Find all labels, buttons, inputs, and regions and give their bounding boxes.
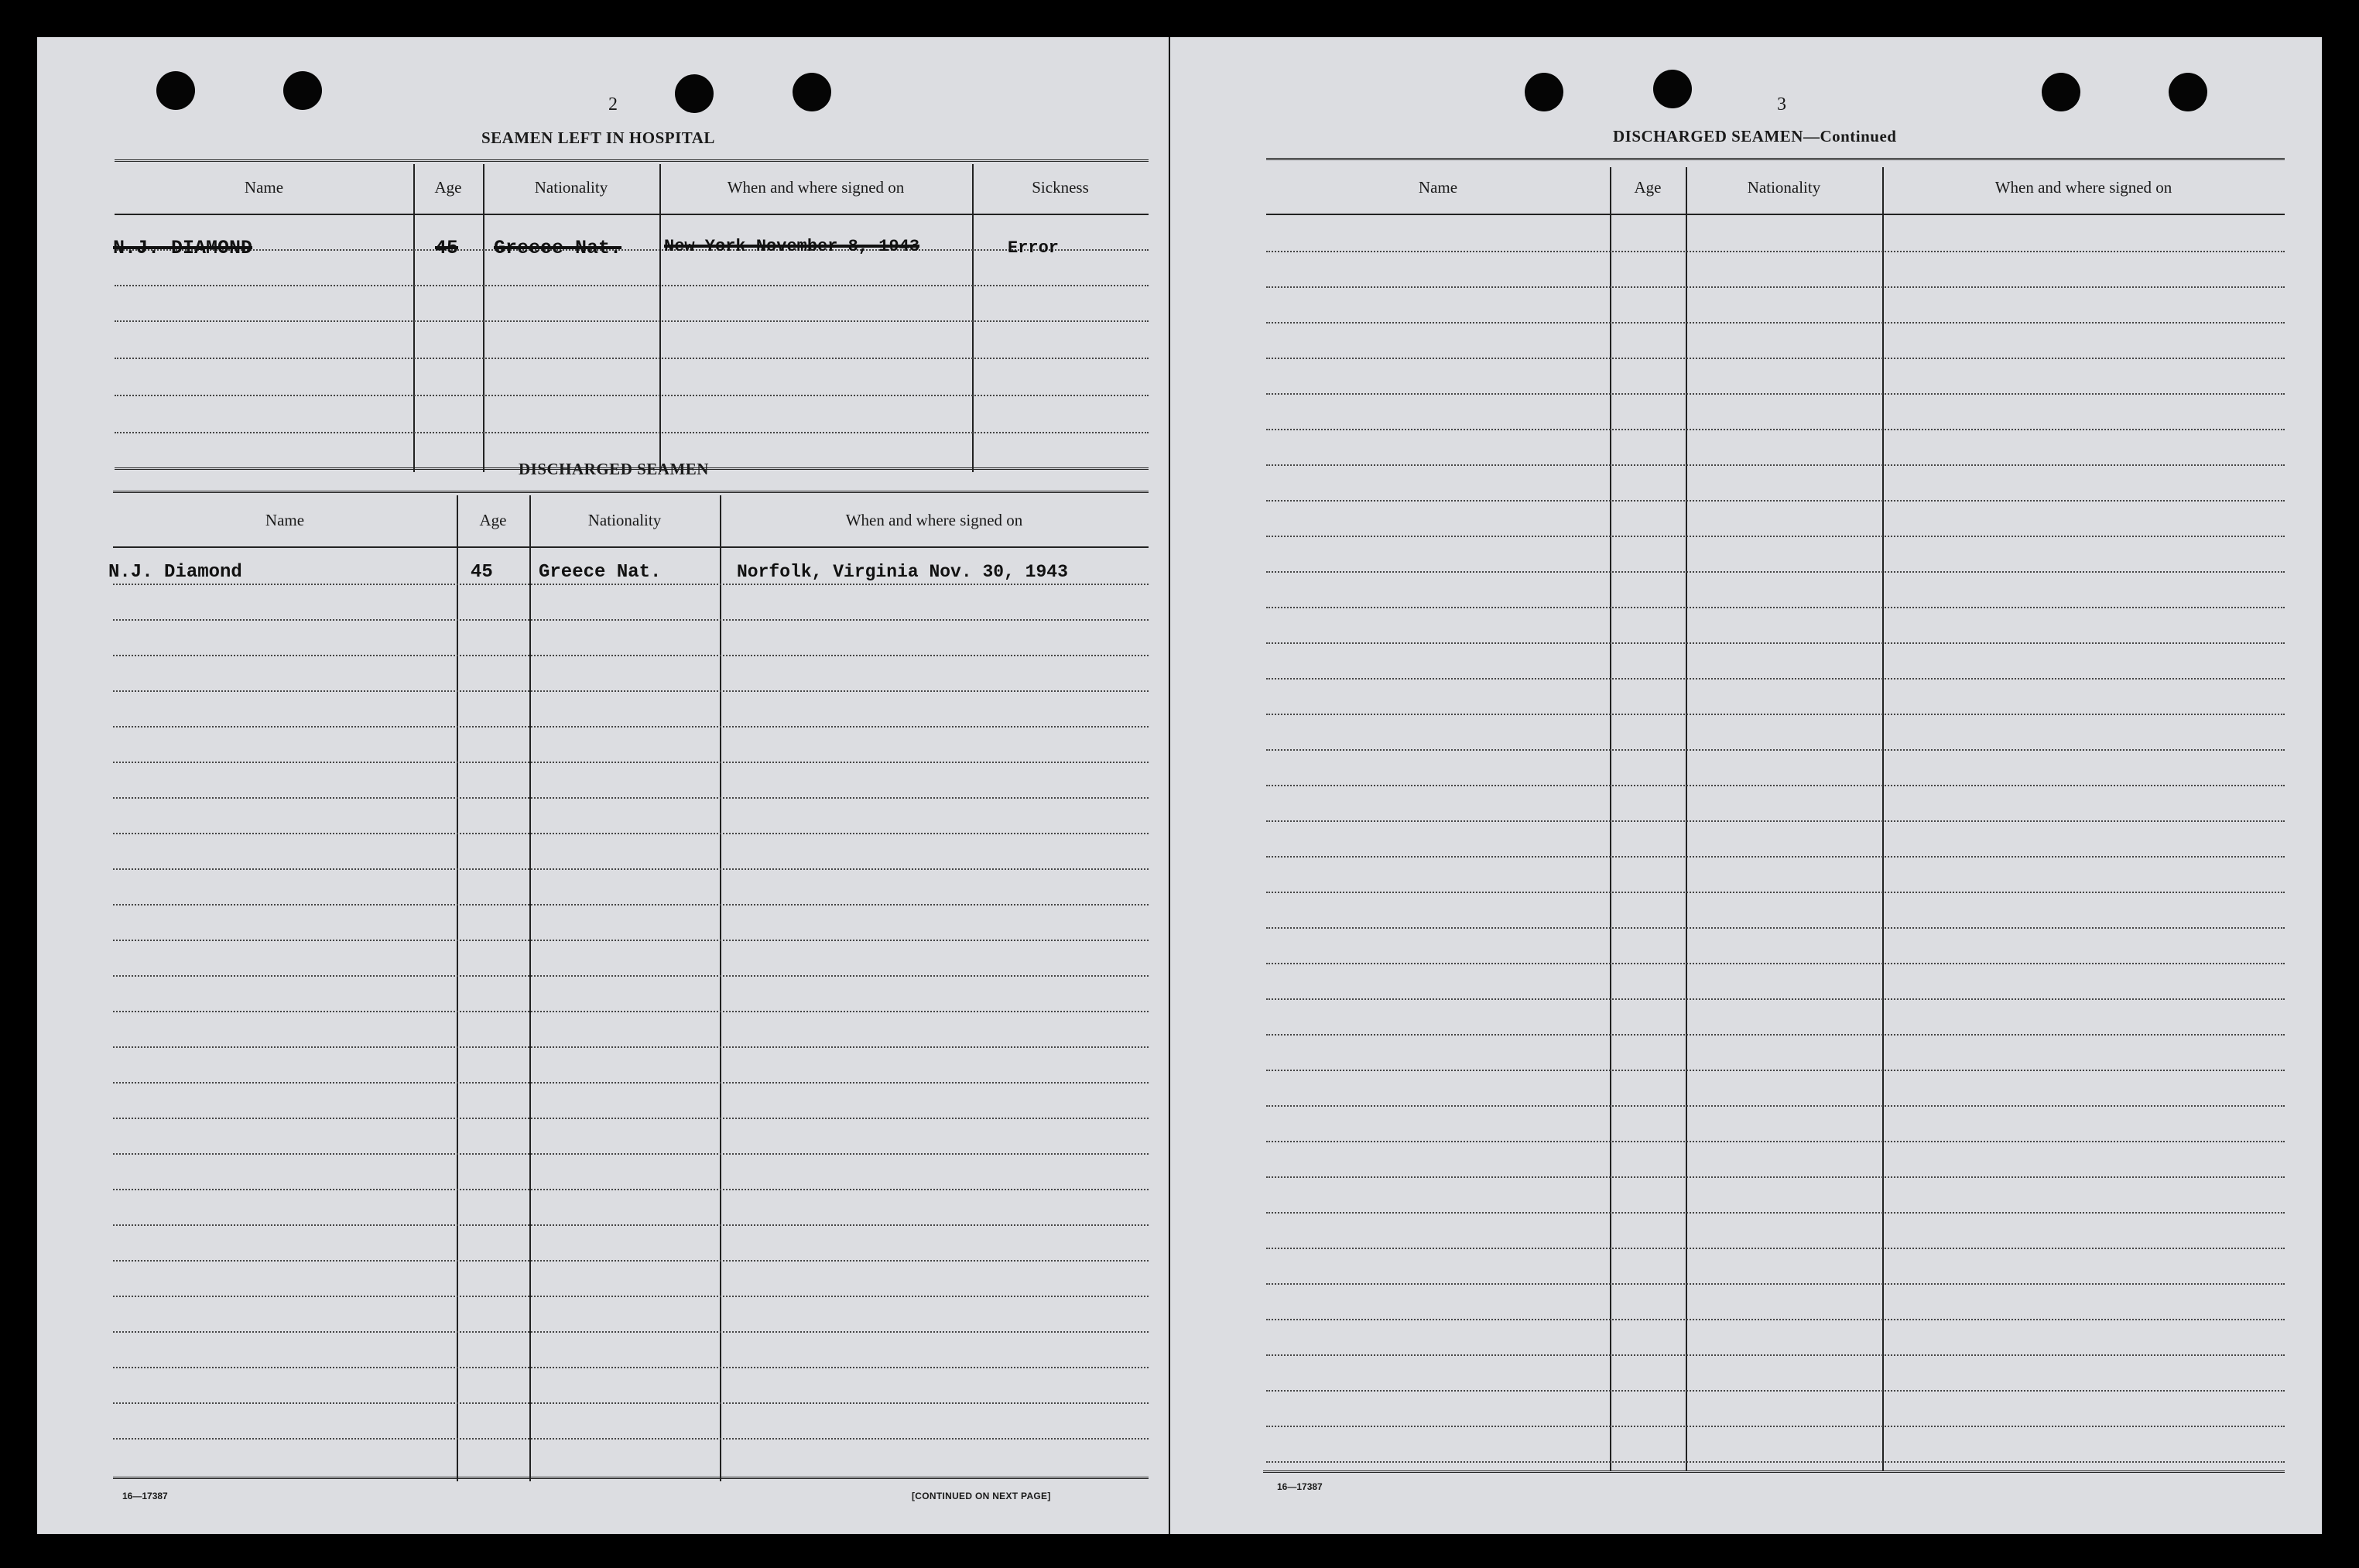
ruled-line [1266, 1248, 2285, 1249]
punch-hole [2042, 73, 2080, 111]
punch-hole [1653, 70, 1692, 108]
ruled-line [113, 797, 1149, 799]
ruled-line [1266, 464, 2285, 466]
ruled-line [113, 690, 1149, 692]
col-header-age: Age [434, 178, 462, 197]
col-header-age: Age [479, 511, 507, 529]
ruled-line [1266, 1461, 2285, 1463]
right-page [1170, 37, 2322, 1534]
ruled-line [1266, 1070, 2285, 1071]
hospital-sickness-cell: Error [1008, 238, 1060, 258]
ruled-line [113, 1438, 1149, 1440]
ruled-line [113, 1153, 1149, 1155]
ruled-line [1266, 1034, 2285, 1036]
ruled-line [1266, 322, 2285, 324]
col-header-signed-on: When and where signed on [1994, 178, 2172, 197]
ruled-line [1266, 1354, 2285, 1356]
ruled-line [113, 1189, 1149, 1190]
ruled-line [113, 1402, 1149, 1404]
ruled-line [113, 1367, 1149, 1368]
ruled-line [113, 726, 1149, 728]
punch-hole [1525, 73, 1563, 111]
ruled-line [1266, 785, 2285, 786]
discharged-name-cell: N.J. Diamond [108, 562, 242, 583]
ruled-line [1266, 607, 2285, 608]
ruled-line [113, 833, 1149, 834]
ruled-line [1266, 286, 2285, 288]
ruled-line [113, 762, 1149, 763]
ruled-line [1266, 1212, 2285, 1214]
col-header-name: Name [1418, 178, 1458, 197]
ruled-line [1266, 1141, 2285, 1142]
discharged-age-cell: 45 [471, 562, 493, 583]
col-header-nationality: Nationality [1747, 178, 1821, 197]
hospital-age-cell: 45 [435, 237, 459, 259]
ruled-line [113, 1082, 1149, 1084]
ruled-line [1266, 1105, 2285, 1107]
punch-hole [156, 71, 195, 110]
ruled-line [1266, 393, 2285, 395]
ruled-line [1266, 963, 2285, 964]
ruled-line [1266, 1283, 2285, 1285]
ruled-line [1266, 892, 2285, 893]
ruled-line [1266, 1390, 2285, 1392]
ruled-line [1266, 714, 2285, 715]
discharged-signed-on-cell: Norfolk, Virginia Nov. 30, 1943 [737, 562, 1068, 582]
title-suffix: —Continued [1803, 127, 1897, 146]
title-main: DISCHARGED SEAMEN [1613, 127, 1803, 146]
ruled-line [1266, 536, 2285, 537]
page-number: 2 [608, 94, 618, 115]
punch-hole [2169, 73, 2207, 111]
ruled-line [1266, 1426, 2285, 1427]
ruled-line [1266, 856, 2285, 858]
discharged-nationality-cell: Greece Nat. [539, 562, 662, 583]
col-header-signed-on: When and where signed on [727, 178, 905, 197]
ruled-line [113, 584, 1149, 585]
ruled-line [113, 1224, 1149, 1226]
col-header-nationality: Nationality [534, 178, 608, 197]
col-header-name: Name [265, 511, 305, 529]
discharged-continued-title [1613, 127, 1896, 146]
ruled-line [113, 619, 1149, 621]
hospital-nationality-cell: Greece Nat. [494, 237, 622, 259]
ruled-line [1266, 749, 2285, 751]
ruled-line [1266, 998, 2285, 1000]
col-header-name: Name [244, 178, 284, 197]
hospital-signed-on-cell: New York November 8, 1943 [664, 237, 920, 256]
ruled-line [113, 1296, 1149, 1297]
ruled-line [1266, 927, 2285, 929]
ruled-line [1266, 500, 2285, 502]
ruled-line [113, 1011, 1149, 1012]
ruled-line [113, 1260, 1149, 1262]
ruled-line [113, 655, 1149, 656]
ruled-line [113, 1118, 1149, 1119]
ruled-line [1266, 251, 2285, 252]
ruled-line [1266, 571, 2285, 573]
ruled-line [1266, 820, 2285, 822]
ruled-line [1266, 358, 2285, 359]
ruled-line [113, 1331, 1149, 1333]
left-page [37, 37, 1169, 1534]
form-code: 16—17387 [122, 1491, 168, 1501]
ruled-line [113, 975, 1149, 977]
ruled-line [1266, 429, 2285, 430]
hospital-section-title: SEAMEN LEFT IN HOSPITAL [481, 128, 715, 147]
col-header-sickness: Sickness [1032, 178, 1089, 197]
ruled-line [1266, 642, 2285, 644]
page-number: 3 [1777, 94, 1786, 115]
ruled-line [113, 940, 1149, 941]
col-header-nationality: Nationality [587, 511, 662, 529]
continued-note: [CONTINUED ON NEXT PAGE] [912, 1491, 1051, 1501]
punch-hole [793, 73, 831, 111]
ruled-line [1266, 1319, 2285, 1320]
discharged-section-title: DISCHARGED SEAMEN [519, 460, 709, 478]
ruled-line [113, 904, 1149, 906]
hospital-name-cell: N.J. DIAMOND [113, 237, 253, 259]
col-header-signed-on: When and where signed on [845, 511, 1023, 529]
punch-hole [283, 71, 322, 110]
ruled-line [113, 868, 1149, 870]
ruled-line [1266, 678, 2285, 680]
col-header-age: Age [1634, 178, 1662, 197]
punch-hole [675, 74, 714, 113]
ruled-line [113, 1046, 1149, 1048]
ruled-line [1266, 1176, 2285, 1178]
form-code: 16—17387 [1277, 1481, 1323, 1492]
